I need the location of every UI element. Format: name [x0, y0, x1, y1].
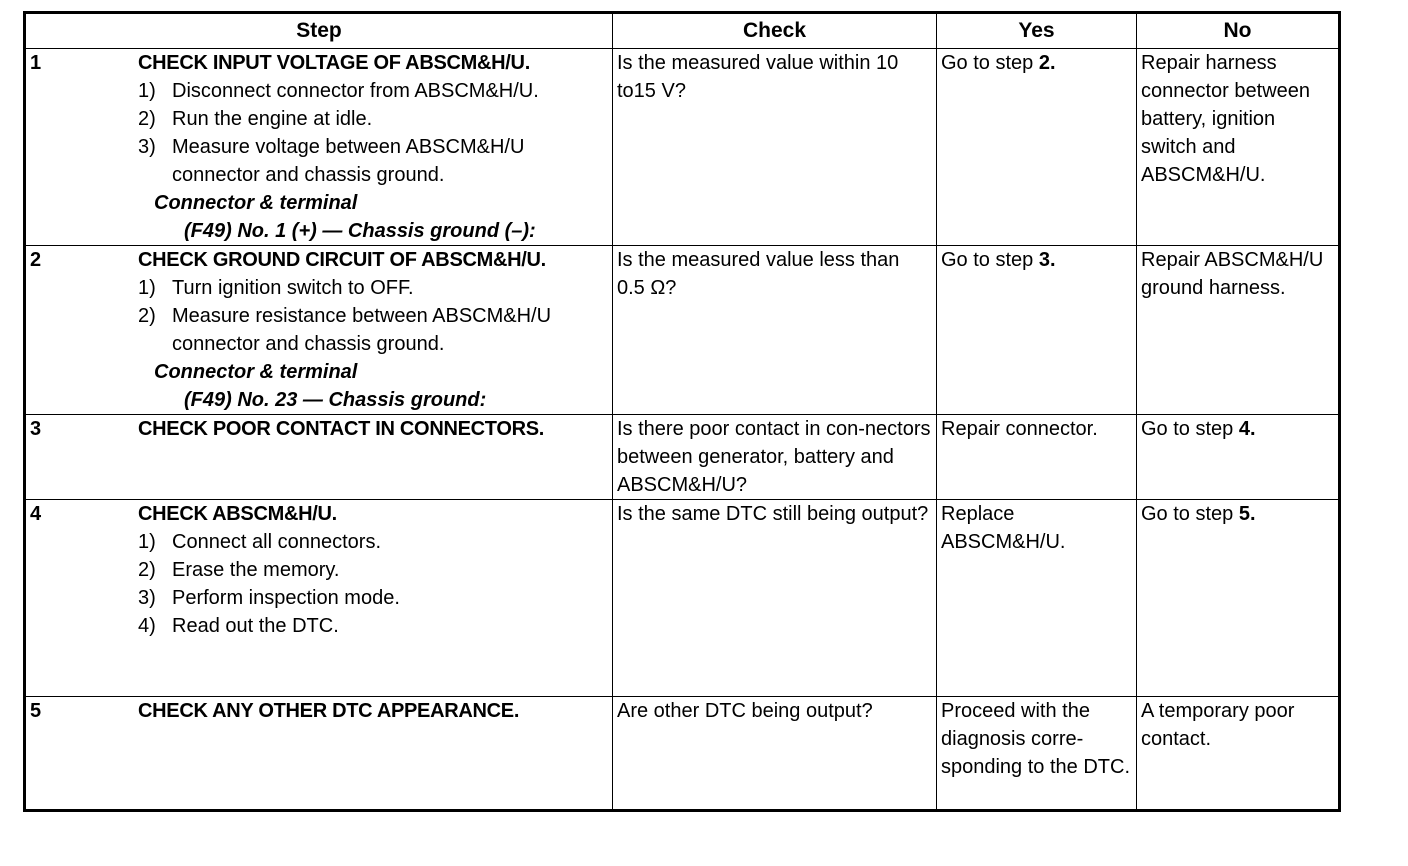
- no-step-ref: 5.: [1238, 503, 1256, 525]
- step-content: [26, 500, 612, 640]
- substep-text: Perform inspection mode.: [172, 587, 400, 609]
- no-text: Go to step: [1141, 503, 1239, 525]
- no-text: Repair harness connector between battery, ignition switch and ABSCM&H/U.: [1141, 52, 1311, 186]
- substep-number: 2): [138, 305, 156, 327]
- step-content: [26, 49, 612, 245]
- step-title: CHECK POOR CONTACT IN CONNECTORS.: [138, 418, 545, 440]
- yes-cell: [937, 500, 1137, 697]
- step-body: [138, 415, 612, 443]
- substep-number: 1): [138, 531, 156, 553]
- substep-text: Measure resistance between ABSCM&H/U connector and chassis ground.: [172, 305, 552, 355]
- substep-number: 1): [138, 277, 156, 299]
- substep-number: 4): [138, 615, 156, 637]
- check-cell: Is there poor contact in con-nectors between generator, battery and ABSCM&H/U?: [613, 415, 937, 500]
- step-number: 3: [30, 418, 42, 440]
- substep: [138, 612, 610, 640]
- yes-cell: [937, 697, 1137, 811]
- substep: [138, 133, 610, 189]
- step-number: 5: [30, 700, 42, 722]
- no-cell: [1137, 697, 1340, 811]
- connector-value: (F49) No. 1 (+) — Chassis ground (–):: [184, 220, 536, 242]
- diagnostic-table: [23, 11, 1341, 812]
- step-content: [26, 415, 612, 443]
- no-text: Go to step: [1141, 418, 1239, 440]
- step-title: CHECK ABSCM&H/U.: [138, 503, 337, 525]
- check-cell: Is the measured value within 10 to15 V?: [613, 49, 937, 246]
- no-cell: [1137, 49, 1340, 246]
- yes-step-ref: 2.: [1038, 52, 1056, 74]
- substep-number: 2): [138, 108, 156, 130]
- yes-text: Repair connector.: [941, 418, 1098, 440]
- substep-text: Disconnect connector from ABSCM&H/U.: [172, 80, 539, 102]
- step-title: CHECK GROUND CIRCUIT OF ABSCM&H/U.: [138, 249, 546, 271]
- table-row: [25, 415, 1340, 500]
- yes-cell: [937, 49, 1137, 246]
- substep-number: 3): [138, 587, 156, 609]
- table-row: [25, 697, 1340, 811]
- step-cell: [25, 500, 613, 697]
- step-number: 2: [30, 249, 42, 271]
- header-yes: Yes: [937, 13, 1137, 49]
- header-check: Check: [613, 13, 937, 49]
- yes-text: Go to step: [941, 249, 1039, 271]
- substep: [138, 528, 610, 556]
- yes-cell: [937, 415, 1137, 500]
- no-text: Repair ABSCM&H/U ground harness.: [1141, 249, 1324, 299]
- substep: [138, 105, 610, 133]
- connector-heading: Connector & terminal: [154, 361, 358, 383]
- connector-value: (F49) No. 23 — Chassis ground:: [184, 389, 487, 411]
- substep: [138, 77, 610, 105]
- substep-number: 1): [138, 80, 156, 102]
- step-content: [26, 697, 612, 725]
- step-title: CHECK ANY OTHER DTC APPEARANCE.: [138, 700, 520, 722]
- no-cell: [1137, 246, 1340, 415]
- check-cell: Are other DTC being output?: [613, 697, 937, 811]
- no-text: A temporary poor contact.: [1141, 700, 1295, 750]
- table-row: [25, 49, 1340, 246]
- yes-text: Replace ABSCM&H/U.: [941, 503, 1066, 553]
- step-body: [138, 49, 612, 245]
- header-step: Step: [25, 13, 613, 49]
- step-body: [138, 246, 612, 414]
- no-cell: [1137, 415, 1340, 500]
- header-no: No: [1137, 13, 1340, 49]
- no-step-ref: 4.: [1238, 418, 1256, 440]
- step-cell: [25, 697, 613, 811]
- substep-text: Read out the DTC.: [172, 615, 339, 637]
- step-content: [26, 246, 612, 414]
- substep-text: Run the engine at idle.: [172, 108, 373, 130]
- step-number: 1: [30, 52, 42, 74]
- step-cell: [25, 49, 613, 246]
- substep: [138, 556, 610, 584]
- substep-text: Turn ignition switch to OFF.: [172, 277, 414, 299]
- substep: [138, 302, 610, 358]
- step-cell: [25, 246, 613, 415]
- yes-step-ref: 3.: [1038, 249, 1056, 271]
- substep-number: 2): [138, 559, 156, 581]
- step-body: [138, 697, 612, 725]
- substep-text: Connect all connectors.: [172, 531, 382, 553]
- no-cell: [1137, 500, 1340, 697]
- substep-text: Erase the memory.: [172, 559, 340, 581]
- table-row: [25, 246, 1340, 415]
- check-cell: Is the same DTC still being output?: [613, 500, 937, 697]
- header-row: [25, 13, 1340, 49]
- connector-heading: Connector & terminal: [154, 192, 358, 214]
- step-cell: [25, 415, 613, 500]
- check-cell: Is the measured value less than 0.5 Ω?: [613, 246, 937, 415]
- substep: [138, 584, 610, 612]
- yes-cell: [937, 246, 1137, 415]
- substep-text: Measure voltage between ABSCM&H/U connector and chassis ground.: [172, 136, 525, 186]
- step-title: CHECK INPUT VOLTAGE OF ABSCM&H/U.: [138, 52, 530, 74]
- step-number: 4: [30, 503, 42, 525]
- substep: [138, 274, 610, 302]
- step-body: [138, 500, 612, 640]
- substep-number: 3): [138, 136, 156, 158]
- yes-text: Proceed with the diagnosis corre-sponding to the DTC.: [941, 700, 1130, 778]
- yes-text: Go to step: [941, 52, 1039, 74]
- table-row: [25, 500, 1340, 697]
